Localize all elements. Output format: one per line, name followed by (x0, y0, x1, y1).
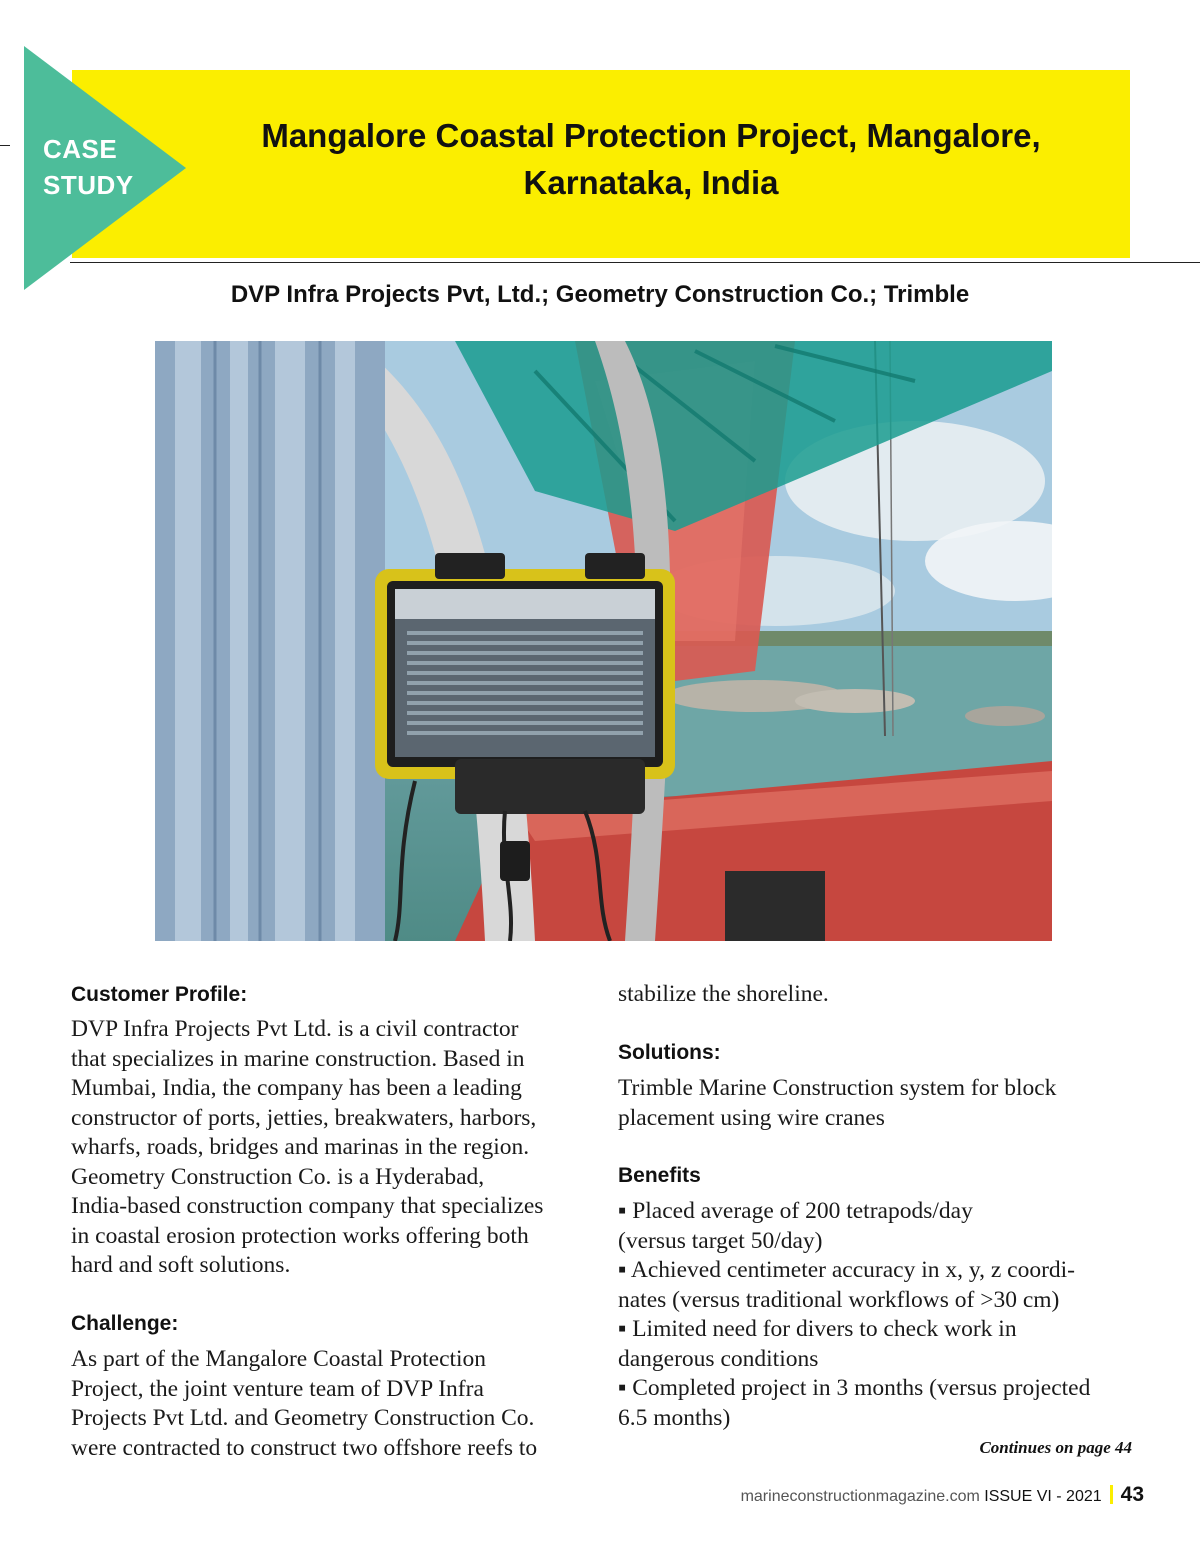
benefit-line: 6.5 months) (618, 1404, 731, 1431)
solutions-text (618, 1074, 1056, 1133)
text-line: Projects Pvt Ltd. and Geometry Construction Co. (71, 1405, 535, 1431)
text-line: DVP Infra Projects Pvt Ltd. is a civil contractor (71, 1016, 519, 1042)
challenge-text (71, 1345, 537, 1463)
benefits-list (618, 1197, 1090, 1433)
text-line: were contracted to construct two offshore reefs to (71, 1434, 538, 1461)
benefits-heading: Benefits (618, 1164, 701, 1187)
customer-profile-heading: Customer Profile: (71, 983, 248, 1006)
text-line: placement using wire cranes (618, 1104, 885, 1131)
customer-profile-text (71, 1015, 543, 1281)
text-line: India-based construction company that specializes (71, 1193, 544, 1219)
benefit-line: ▪ Completed project in 3 months (versus projected (618, 1375, 1091, 1401)
text-line: in coastal erosion protection works offering both (71, 1222, 529, 1249)
footer-issue: ISSUE VI - 2021 (984, 1488, 1102, 1505)
crane-cab-photo (155, 341, 1052, 941)
badge-line-1: CASE (43, 134, 118, 164)
text-line: wharfs, roads, bridges and marinas in the region. (71, 1134, 530, 1160)
benefit-line: (versus target 50/day) (618, 1227, 823, 1254)
benefit-line: ▪ Limited need for divers to check work in (618, 1316, 1017, 1342)
text-line: Geometry Construction Co. is a Hyderabad, (71, 1163, 485, 1190)
benefit-line: dangerous conditions (618, 1345, 819, 1372)
text-line: constructor of ports, jetties, breakwaters, harbors, (71, 1104, 537, 1131)
companies-subtitle: DVP Infra Projects Pvt, Ltd.; Geometry Construction Co.; Trimble (230, 281, 970, 308)
page-footer (741, 1483, 1144, 1507)
title-banner (72, 70, 1130, 258)
badge-line-2: STUDY (43, 170, 134, 200)
text-line: hard and soft solutions. (71, 1252, 291, 1278)
title-line-1: Mangalore Coastal Protection Project, Mangalore, (261, 117, 1041, 154)
continues-note: Continues on page 44 (979, 1438, 1132, 1457)
continued-text: stabilize the shoreline. (618, 981, 829, 1007)
footer-website: marineconstructionmagazine.com (740, 1488, 980, 1505)
benefit-line: ▪ Placed average of 200 tetrapods/day (618, 1198, 973, 1224)
text-line: that specializes in marine construction. Based in (71, 1045, 525, 1072)
header-rule (70, 262, 1200, 263)
case-study-label (43, 131, 163, 203)
page-title (212, 112, 1090, 206)
top-left-rule (0, 145, 10, 146)
footer-separator (1110, 1485, 1113, 1504)
text-line: Mumbai, India, the company has been a leading (71, 1075, 522, 1101)
page-number: 43 (1120, 1483, 1144, 1506)
benefit-line: ▪ Achieved centimeter accuracy in x, y, z coordi- (618, 1257, 1076, 1283)
title-line-2: Karnataka, India (523, 164, 779, 201)
benefit-line: nates (versus traditional workflows of >30 cm) (618, 1286, 1060, 1313)
photo-illustration (155, 341, 1052, 941)
text-line: Trimble Marine Construction system for block (618, 1075, 1057, 1101)
challenge-heading: Challenge: (71, 1312, 179, 1335)
solutions-heading: Solutions: (618, 1041, 721, 1064)
text-line: Project, the joint venture team of DVP Infra (71, 1375, 484, 1402)
text-line: As part of the Mangalore Coastal Protection (71, 1346, 487, 1372)
